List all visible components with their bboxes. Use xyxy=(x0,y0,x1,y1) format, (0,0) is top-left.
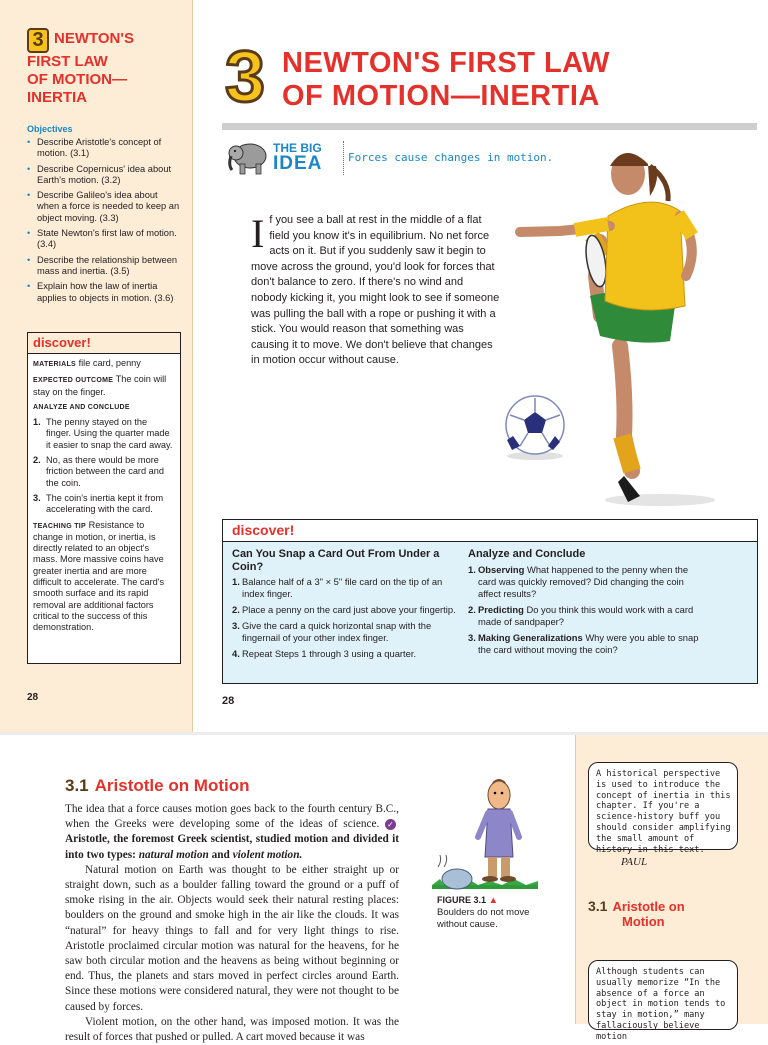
analyze-heading: Analyze and Conclude xyxy=(468,548,586,560)
sidebar-section-heading xyxy=(588,899,685,929)
question-label: Predicting xyxy=(478,603,524,615)
discover-activity-box xyxy=(222,519,758,684)
key-concept-and: and xyxy=(208,848,233,861)
analyze-column xyxy=(468,548,700,660)
sidebar-title-line: NEWTON'S xyxy=(54,30,134,47)
step-number: 4. xyxy=(232,648,240,659)
step-number: 1. xyxy=(232,576,240,587)
sidebar-chapter-number: 3 xyxy=(27,28,49,53)
activity-step xyxy=(232,604,458,616)
teacher-sidebar xyxy=(0,0,193,732)
activity-step xyxy=(232,576,458,600)
sidebar-page-number: 28 xyxy=(27,692,39,703)
step-text: Give the card a quick horizontal snap with the fingernail of your other index finger. xyxy=(242,620,432,643)
key-concept-text: Aristotle, the foremost Greek scientist, studied motion and divided it into two types: xyxy=(65,833,399,861)
teaching-tip-text: Resistance to change in motion, or inertia, is directly related to an object's mass. More massive coins have greater inertia and are more difficult to accelerate. The card's smooth surface and its rapid removal are additional factors critical to the success of this demonstration. xyxy=(33,519,165,633)
analyze-label: ANALYZE AND CONCLUDE xyxy=(33,403,130,411)
title-rule xyxy=(222,123,757,130)
key-term-natural: natural motion xyxy=(138,848,209,861)
chapter-title-line: NEWTON'S FIRST LAW xyxy=(282,47,610,79)
teacher-note-bubble: Although students can usually memorize “In the absence of a force an object in motion tends to stay in motion,” many fallaciously believe motion xyxy=(588,960,738,1030)
objective-item: • Describe the relationship between mass and inertia. (3.5) xyxy=(27,255,182,278)
analyze-question xyxy=(468,632,700,656)
answer-number: 2. xyxy=(33,455,41,466)
analyze-questions xyxy=(468,564,700,656)
objective-item: • Explain how the law of inertia applies to objects in motion. (3.6) xyxy=(27,281,182,304)
drop-cap: I xyxy=(251,211,265,256)
key-term-violent: violent motion. xyxy=(232,848,303,861)
section-heading xyxy=(65,776,250,796)
objective-item: • State Newton's first law of motion. (3.4) xyxy=(27,228,182,251)
sidebar-discover-title: discover! xyxy=(28,333,180,354)
teaching-tip-label: TEACHING TIP xyxy=(33,522,86,530)
activity-steps xyxy=(232,576,458,660)
note-signature: PAUL xyxy=(621,856,648,868)
expected-outcome-label: EXPECTED OUTCOME xyxy=(33,377,114,385)
sidebar-section-number: 3.1 xyxy=(588,898,608,914)
activity-step xyxy=(232,620,458,644)
soccer-ball-image xyxy=(500,394,570,464)
objective-item: • Describe Galileo's idea about when a force is needed to keep an object moving. (3.3) xyxy=(27,190,182,224)
activity-step xyxy=(232,648,458,660)
body-paragraph xyxy=(65,802,399,863)
answer-text: The penny stayed on the finger. Using the quarter made it easier to snap the card away. xyxy=(46,417,173,450)
step-number: 3. xyxy=(232,620,240,631)
page-number: 28 xyxy=(222,695,235,707)
figure-caption xyxy=(437,894,557,931)
objectives-title: Objectives xyxy=(27,124,73,134)
analyze-question xyxy=(468,604,700,628)
answer-item xyxy=(33,417,174,451)
answer-item xyxy=(33,493,174,516)
materials-label: MATERIALS xyxy=(33,361,77,368)
activity-heading: Can You Snap a Card Out From Under a Coin? xyxy=(232,548,440,573)
objective-item: • Describe Copernicus' idea about Earth's motion. (3.2) xyxy=(27,164,182,187)
question-text: What happened to the penny when the card was quickly removed? Did changing the coin affect results? xyxy=(478,563,689,599)
figure-caption-text: Boulders do not move without cause. xyxy=(437,907,530,930)
figure-label: FIGURE 3.1 xyxy=(437,895,487,905)
objectives-list xyxy=(27,137,182,308)
elephant-icon xyxy=(226,137,272,177)
body-paragraph: Violent motion, on the other hand, was imposed motion. It was the result of forces that pushed or pulled. A cart moved because it was xyxy=(65,1015,399,1044)
big-idea-label xyxy=(273,141,323,174)
teacher-note-bubble: A historical perspective is used to introduce the concept of inertia in this chapter. If you're a science-history buff you should consider amplifying the small amount of history in this text. xyxy=(588,762,738,850)
sidebar-section-title: Aristotle on xyxy=(612,899,685,914)
analyze-question xyxy=(468,564,700,600)
materials-line xyxy=(33,358,174,370)
sidebar-discover-box xyxy=(27,332,181,664)
expected-outcome-text: The coin will stay on the finger. xyxy=(33,374,167,397)
step-text: Balance half of a 3" × 5" file card on the tip of an index finger. xyxy=(242,576,443,599)
step-text: Place a penny on the card just above your fingertip. xyxy=(242,604,456,615)
sidebar-chapter-heading xyxy=(27,28,187,107)
big-idea-big: IDEA xyxy=(273,153,323,174)
big-idea-separator xyxy=(343,141,344,175)
body-text-line: B.C., when the Greeks were developing some of the ideas of science. xyxy=(65,803,399,831)
answer-number: 3. xyxy=(33,492,41,503)
sidebar-section-title: Motion xyxy=(622,914,665,929)
section-title: Aristotle on Motion xyxy=(94,776,250,795)
body-text-line: The idea that a force causes motion goes back to the fourth century xyxy=(65,803,373,815)
question-number: 2. xyxy=(468,603,476,615)
answer-text: No, as there would be more friction between the card and the coin. xyxy=(46,455,164,488)
sidebar-title-line: FIRST LAW xyxy=(27,53,108,70)
intro-paragraph xyxy=(251,213,502,369)
question-number: 3. xyxy=(468,631,476,643)
materials-text: file card, penny xyxy=(78,358,141,368)
chapter-title xyxy=(282,47,610,113)
chapter-number-graphic xyxy=(220,37,270,117)
teaching-tip xyxy=(33,520,174,634)
step-number: 2. xyxy=(232,604,240,615)
key-concept-check-icon: ✓ xyxy=(385,819,396,830)
chapter-number: 3 xyxy=(224,37,266,117)
bottom-page xyxy=(0,735,768,1044)
answer-text: The coin's inertia kept it from accelerating with the card. xyxy=(46,492,164,515)
activity-steps-column xyxy=(232,548,458,664)
objective-item: • Describe Aristotle's concept of motion. (3.1) xyxy=(27,137,182,160)
answers-list xyxy=(33,417,174,515)
big-idea-small: THE BIG xyxy=(273,141,322,155)
section-number: 3.1 xyxy=(65,776,89,795)
section-body xyxy=(65,802,399,1045)
question-label: Making Generalizations xyxy=(478,631,583,643)
question-text: Do you think this would work with a card made of sandpaper? xyxy=(478,603,694,627)
body-paragraph: Natural motion on Earth was thought to be either straight up or straight down, such as a boulder falling toward the ground or a puff of smoke rising in the air. Objects would seek their natural resting places: boulders on the ground and smoke high in the air like the clouds. It was “natural” for heavy things to fall and for very light things to rise. Aristotle proclaimed circular motion was natural for the heavens, for he saw both circular motion and the heavens as being without beginning or end. Thus, the planets and stars moved in perfect circles around Earth. Since these motions were considered natural, they were not thought to be caused by forces. xyxy=(65,863,399,1013)
step-text: Repeat Steps 1 through 3 using a quarter. xyxy=(242,648,417,659)
question-number: 1. xyxy=(468,563,476,575)
expected-outcome-line xyxy=(33,374,174,398)
chapter-title-line: OF MOTION—INERTIA xyxy=(282,80,600,112)
answer-item xyxy=(33,455,174,489)
answer-number: 1. xyxy=(33,417,41,428)
discover-title: discover! xyxy=(223,520,757,542)
sidebar-title-line: INERTIA xyxy=(27,89,87,106)
big-idea-text: Forces cause changes in motion. xyxy=(348,151,554,164)
intro-text: f you see a ball at rest in the middle of a flat field you know it's in equilibrium. No net force acts on it. But if you suddenly saw it begin to move across the ground, you'd look for forces that don't balance to zero. If there's no wind and nobody kicking it, you might look to see if someone was pulling the ball with a rope or pushing it with a stick. You would reason that something was causing it to move. We don't believe that changes in motion occur without cause. xyxy=(251,214,500,367)
question-label: Observing xyxy=(478,563,525,575)
question-text: Why were you able to snap the card without moving the coin? xyxy=(478,631,699,655)
figure-triangle-icon: ▲ xyxy=(488,895,499,906)
sidebar-title-line: OF MOTION— xyxy=(27,71,127,88)
